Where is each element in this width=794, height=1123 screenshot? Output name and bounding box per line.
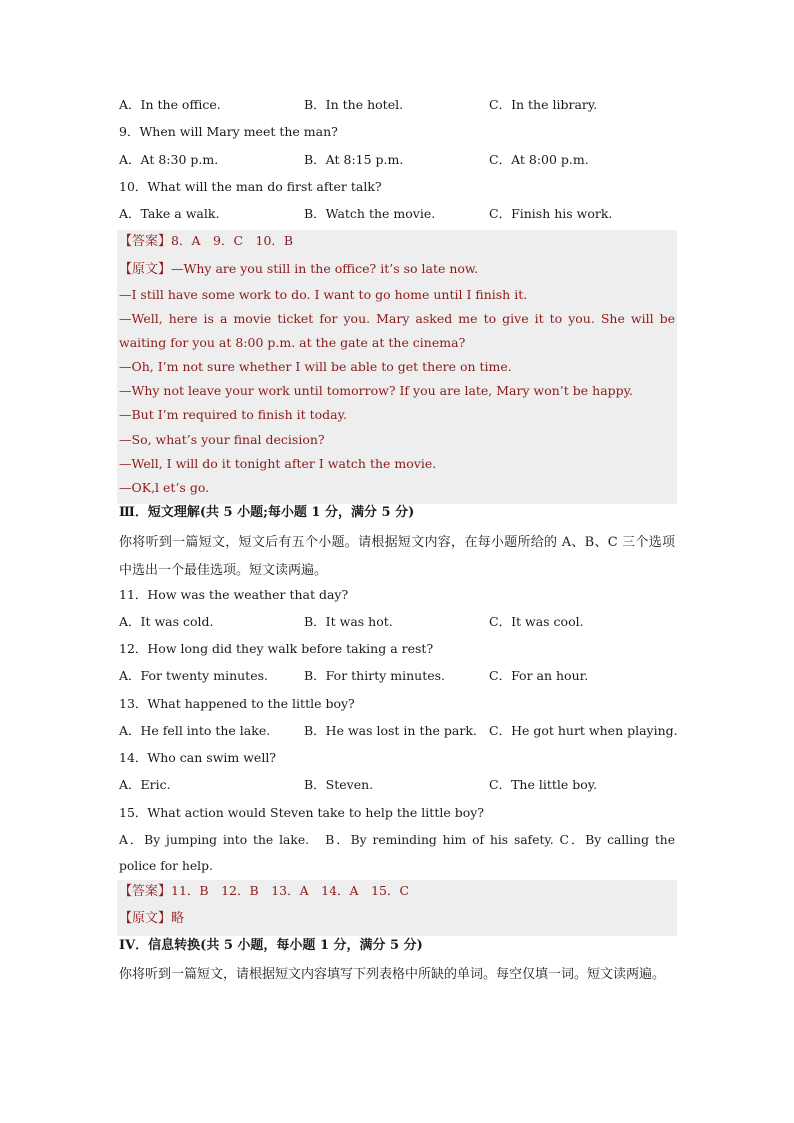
script-1-line-7: —So, what’s your final decision? (119, 432, 325, 447)
q12-option-c: C．For an hour. (489, 668, 589, 683)
script-1-line-6: —But I’m required to finish it today. (119, 407, 347, 422)
q12-option-a: A．For twenty minutes. (119, 668, 268, 683)
q13-option-a: A．He fell into the lake. (119, 723, 271, 738)
script-1-label: 【原文】 (119, 262, 172, 277)
script-1-line-8: —Well, I will do it tonight after I watch the movie. (119, 456, 437, 471)
section-3-heading: Ⅲ．短文理解(共 5 小题;每小题 1 分，满分 5 分) (119, 505, 415, 520)
q13-option-c: C．He got hurt when playing. (489, 723, 678, 738)
q11-option-a: A．It was cold. (119, 614, 214, 629)
q10-option-c: C．Finish his work. (489, 206, 613, 221)
answer-2-label: 【答案】 (119, 884, 172, 899)
q8-option-b: B．In the hotel. (304, 97, 404, 112)
script-2-label: 【原文】 (119, 911, 172, 926)
script-1-line-4: —Oh, I’m not sure whether I will be able to get there on time. (119, 359, 512, 374)
q13-option-b: B．He was lost in the park. (304, 723, 477, 738)
q10-question: 10．What will the man do first after talk? (119, 179, 382, 194)
script-1-line-1 (119, 260, 675, 279)
section-4-instructions: 你将听到一篇短文，请根据短文内容填写下列表格中所缺的单词。每空仅填一词。短文读两遍。 (119, 967, 666, 982)
q8-option-c: C．In the library. (489, 97, 598, 112)
script-1-line-3: —Well, here is a movie ticket for you. Mary asked me to give it to you. She will be waiting for you at 8:00 p.m. at the gate at the cinema? (119, 311, 675, 350)
answer-1-label: 【答案】 (119, 234, 172, 249)
script-1-line-9: —OK,l et’s go. (119, 480, 210, 495)
q15-question: 15．What action would Steven take to help the little boy? (119, 805, 485, 820)
q12-question: 12．How long did they walk before taking a rest? (119, 641, 434, 656)
q9-question: 9．When will Mary meet the man? (119, 124, 338, 139)
q14-option-a: A．Eric. (119, 777, 171, 792)
q9-option-c: C．At 8:00 p.m. (489, 152, 589, 167)
answer-1-text: 8．A 9．C 10．B (171, 233, 294, 248)
answer-1 (119, 232, 675, 251)
answer-2-text: 11．B 12．B 13．A 14．A 15．C (171, 883, 410, 898)
script-1-text-1: —Why are you still in the office? it’s so late now. (171, 261, 479, 276)
q14-question: 14．Who can swim well? (119, 750, 277, 765)
script-2 (119, 910, 675, 928)
q14-option-b: B．Steven. (304, 777, 374, 792)
q12-option-b: B．For thirty minutes. (304, 668, 446, 683)
q10-option-b: B．Watch the movie. (304, 206, 436, 221)
script-1-line-2: —I still have some work to do. I want to go home until I finish it. (119, 287, 528, 302)
q9-option-b: B．At 8:15 p.m. (304, 152, 404, 167)
q10-option-a: A．Take a walk. (119, 206, 220, 221)
q9-option-a: A．At 8:30 p.m. (119, 152, 219, 167)
q14-option-c: C．The little boy. (489, 777, 598, 792)
q13-question: 13．What happened to the little boy? (119, 696, 355, 711)
q15-options: A．By jumping into the lake. B．By reminding him of his safety. C．By calling the police for help. (119, 833, 675, 873)
q11-option-b: B．It was hot. (304, 614, 393, 629)
answer-2 (119, 882, 675, 901)
script-2-text: 略 (171, 911, 185, 926)
section-3-instructions: 你将听到一篇短文，短文后有五个小题。请根据短文内容，在每小题所给的 A、B、C 三个选项中选出一个最佳选项。短文读两遍。 (119, 535, 675, 578)
section-4-heading: IV．信息转换(共 5 小题，每小题 1 分，满分 5 分) (119, 938, 423, 953)
script-1-line-5: —Why not leave your work until tomorrow? If you are late, Mary won’t be happy. (119, 383, 634, 398)
q11-question: 11．How was the weather that day? (119, 587, 349, 602)
q8-option-a: A．In the office. (119, 97, 221, 112)
q11-option-c: C．It was cool. (489, 614, 584, 629)
